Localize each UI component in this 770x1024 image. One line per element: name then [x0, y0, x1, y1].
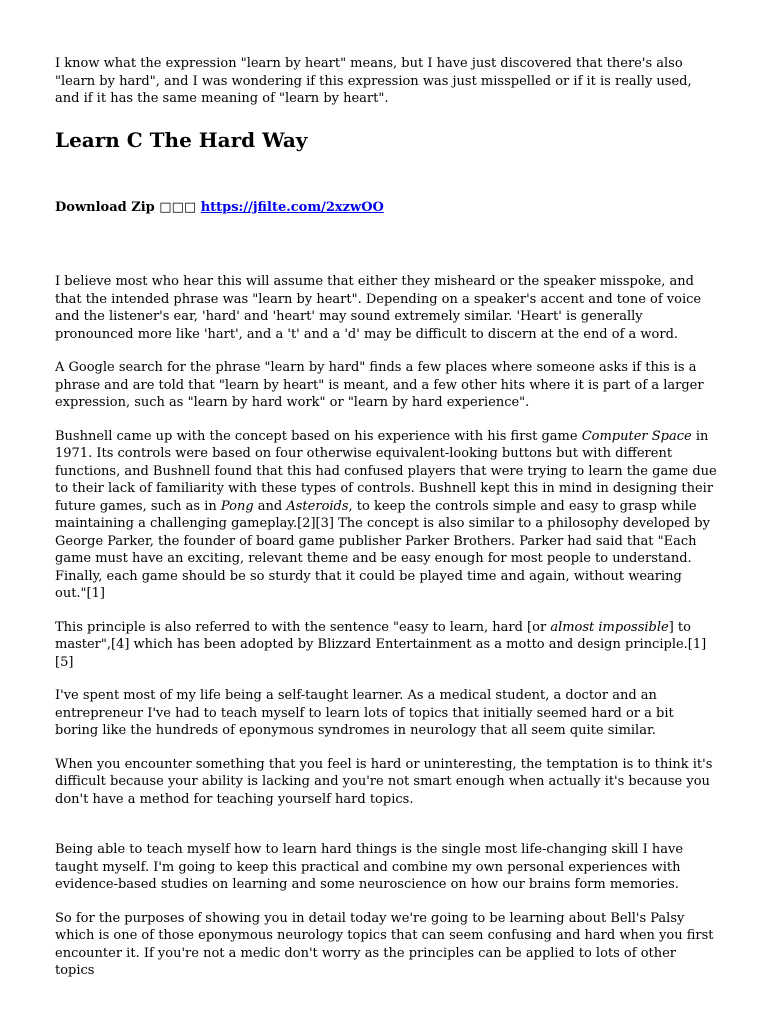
- game-title-asteroids: Asteroids: [286, 498, 349, 514]
- paragraph-misheard: I believe most who hear this will assume that either they misheard or the speaker misspoke, and that the intended phrase was "learn by heart". Depending on a speaker's accent and tone of voice and the listener's ear, 'hard' and 'heart' may sound extremely similar. 'Heart' is generally pronounced more like 'hart', and a 't' and a 'd' may be difficult to discern at the end of a word.: [55, 274, 702, 342]
- bushnell-text-2: in 1971. Its controls were based on four otherwise equivalent-looking buttons but with different functions, and Bushnell found that this had confused players that were trying to learn the game due to their lack of familiarity with these types of controls. Bushnell kept this in mind in designing their future games, such as in: [55, 428, 717, 514]
- bushnell-text-4: , to keep the controls simple and easy to grasp while maintaining a challenging gameplay.[2][3] The concept is also similar to a philosophy developed by George Parker, the founder of board game publisher Parker Brothers. Parker had said that "Each game must have an exciting, relevant theme and be easy enough for most people to understand. Finally, each game should be so sturdy that it could be played time and again, without wearing out."[1]: [55, 498, 710, 601]
- game-title-computer-space: Computer Space: [581, 428, 692, 444]
- download-label: Download Zip: [55, 199, 155, 215]
- paragraph-principle: [55, 619, 717, 672]
- arrow-glyphs: □□□: [159, 199, 197, 215]
- paragraph-life-changing: Being able to teach myself how to learn hard things is the single most life-changing skill I have taught myself. I'm going to keep this practical and combine my own personal experiences with evidence-based studies on learning and some neuroscience on how our brains form memories.: [55, 842, 684, 892]
- principle-text-2: ] to master",[4] which has been adopted by Blizzard Entertainment as a motto and design principle.[1][5]: [55, 619, 707, 670]
- paragraph-self-taught: I've spent most of my life being a self-taught learner. As a medical student, a doctor and an entrepreneur I've had to teach myself to learn lots of topics that initially seemed hard or a bit boring like the hundreds of eponymous syndromes in neurology that all seem quite similar.: [55, 688, 674, 738]
- paragraph-bushnell: [55, 428, 717, 603]
- page-title: Learn C The Hard Way: [55, 127, 308, 152]
- article-body: [55, 273, 717, 980]
- paragraph-uninteresting: When you encounter something that you feel is hard or uninteresting, the temptation is to think it's difficult because your ability is lacking and you're not smart enough when actually it's because you don't have a method for teaching yourself hard topics.: [55, 756, 713, 807]
- paragraph-google-search: A Google search for the phrase "learn by hard" finds a few places where someone asks if this is a phrase and are told that "learn by heart" is meant, and a few other hits where it is part of a larger expression, such as "learn by hard work" or "learn by hard experience".: [55, 360, 704, 410]
- principle-text-1: This principle is also referred to with the sentence "easy to learn, hard [or: [55, 619, 551, 635]
- intro-paragraph: I know what the expression "learn by heart" means, but I have just discovered that there's also "learn by hard", and I was wondering if this expression was just misspelled or if it is really used, and if it has the same meaning of "learn by heart".: [55, 56, 692, 106]
- principle-italic: almost impossible: [550, 619, 669, 635]
- bushnell-text-1: Bushnell came up with the concept based on his experience with his first game: [55, 428, 582, 444]
- document-page: [55, 55, 717, 996]
- bushnell-text-3: and: [253, 498, 287, 514]
- download-link[interactable]: https://jfilte.com/2xzwOO: [200, 199, 384, 215]
- game-title-pong: Pong: [220, 498, 254, 514]
- download-line: [55, 199, 717, 217]
- paragraph-bells-palsy: So for the purposes of showing you in detail today we're going to be learning about Bell's Palsy which is one of those eponymous neurology topics that can seem confusing and hard when you first encounter it. If you're not a medic don't worry as the principles can be applied to lots of other topics: [55, 910, 714, 978]
